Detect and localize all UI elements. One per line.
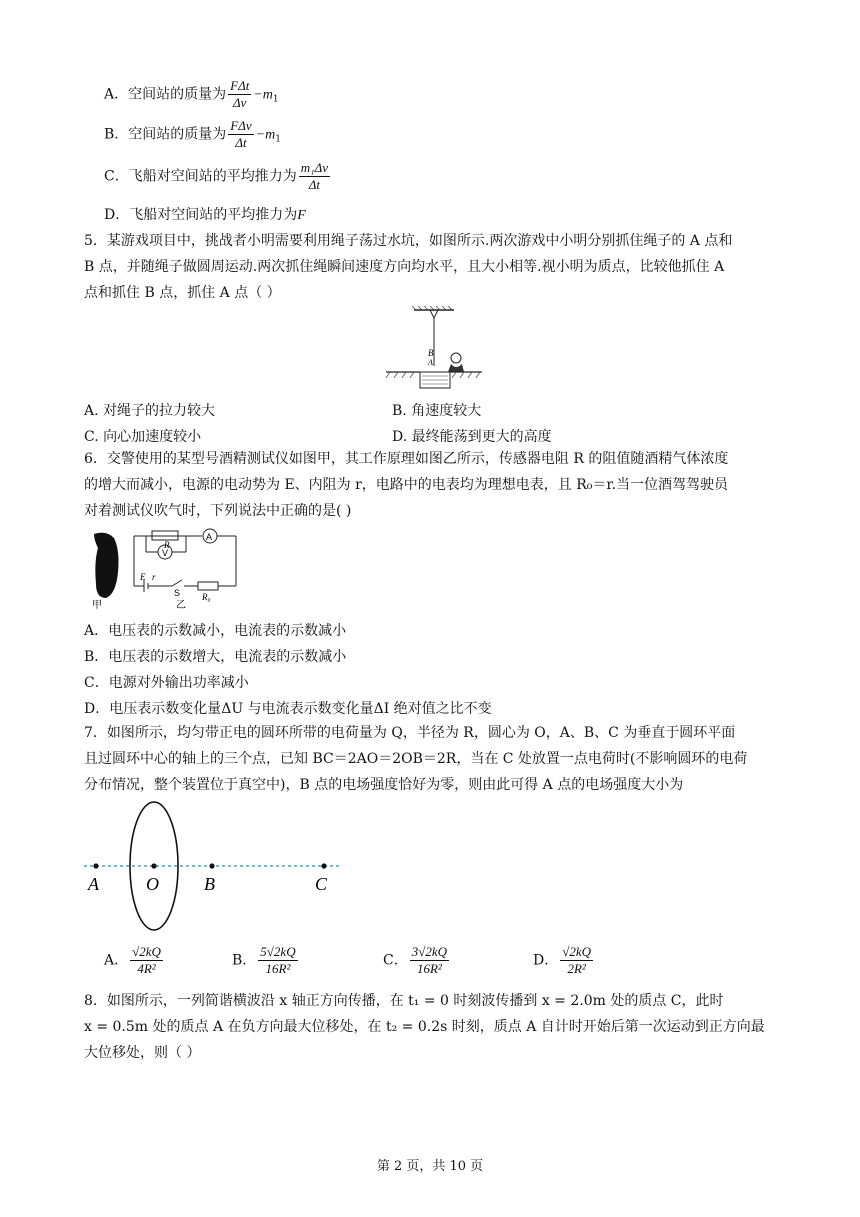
q7-option-d: D． $\frac{√2kQ}{\text{2R²}}$ xyxy=(533,944,592,976)
rope-point-b: B xyxy=(428,348,434,358)
voltmeter-label: V xyxy=(162,548,169,558)
point-b-label: B xyxy=(204,874,215,894)
q7-stem: 7．如图所示，均匀带正电的圆环所带的电荷量为 Q，半径为 R，圆心为 O，A、B、C 为垂直于圆环平面 且过圆环中心的轴上的三个点，已知 BC＝2AO＝2OB＝2R，当在 C 处放置一点电荷时(不影响圆环的电荷 分布情况，整个装置位于真空中)，B 点的电场强度恰好为零，则由此可得 A 点的电场强度大小为 xyxy=(84,725,748,793)
r0-label: R₀ xyxy=(202,592,211,602)
q4-option-c: C．飞船对空间站的平均推力为 $\frac{\text{m₁Δv}}{\Delta t}$ xyxy=(104,160,329,192)
ammeter-label: A xyxy=(206,532,213,542)
q7-option-b: B． $\frac{5√2kQ}{\text{16R²}}$ xyxy=(232,944,296,976)
q5-option-a: A. 对绳子的拉力较大 xyxy=(84,403,216,419)
q6-option-b: B．电压表的示数增大，电流表的示数减小 xyxy=(84,649,347,665)
q5-stem: 5．某游戏项目中，挑战者小明需要利用绳子荡过水坑，如图所示.两次游戏中小明分别抓住绳子的 A 点和 B 点，并随绳子做圆周运动.两次抓住绳瞬间速度方向均水平，且大小相等.视小明为质点，比较他抓住 A 点和抓住 B 点，抓住 A 点（ ） xyxy=(84,233,733,301)
q6-figure xyxy=(84,528,244,612)
q6-option-d: D．电压表示数变化量ΔU 与电流表示数变化量ΔI 绝对值之比不变 xyxy=(84,701,492,717)
rope-point-a: A xyxy=(428,358,433,367)
resistor-r-label: R xyxy=(164,540,170,550)
page-footer: 第 2 页，共 10 页 xyxy=(376,1159,484,1174)
q4-option-a: A．空间站的质量为 $\frac{\text{FΔt}}{\Delta v}$ $-m_1$ xyxy=(104,78,279,110)
point-a-label: A xyxy=(88,874,99,894)
internal-r-label: r xyxy=(152,572,156,582)
q7-option-a: A． $\frac{√2kQ}{\text{4R²}}$ xyxy=(104,944,161,976)
q4-option-d: D．飞船对空间站的平均推力为F xyxy=(104,207,306,223)
q8-stem: 8．如图所示，一列简谐横波沿 x 轴正方向传播，在 t₁ = 0 时刻波传播到 x = 2.0m 处的质点 C，此时 x = 0.5m 处的质点 A 在负方向最大位移处，在 t₂ = 0.2s 时刻，质点 A 自计时开始后第一次运动到正方向最 大位移处，则（ ） xyxy=(84,993,765,1061)
q6-option-a: A．电压表的示数减小，电流表的示数减小 xyxy=(84,623,347,639)
q5-option-c: C. 向心加速度较小 xyxy=(84,429,202,445)
point-c-label: C xyxy=(315,874,328,894)
q5-option-b: B. 角速度较大 xyxy=(392,403,482,419)
q5-option-d: D. 最终能荡到更大的高度 xyxy=(392,429,552,445)
q7-option-c: C． $\frac{3√2kQ}{\text{16R²}}$ xyxy=(383,944,448,976)
emf-label: E xyxy=(140,572,146,582)
point-o-label: O xyxy=(146,874,159,894)
q4-option-b: B．空间站的质量为 $\frac{\text{FΔv}}{\Delta t}$ $-m_1$ xyxy=(104,118,281,150)
q6-stem: 6．交警使用的某型号酒精测试仪如图甲，其工作原理如图乙所示，传感器电阻 R 的阻值随酒精气体浓度 的增大而减小，电源的电动势为 E、内阻为 r，电路中的电表均为理想电表，且 R₀＝r.当一位酒驾驾驶员 对着测试仪吹气时，下列说法中正确的是( ) xyxy=(84,451,729,519)
q7-figure xyxy=(84,800,348,936)
switch-label: S xyxy=(174,588,181,598)
q6-option-c: C．电源对外输出功率减小 xyxy=(84,675,249,691)
label-jia: 甲 xyxy=(92,600,102,611)
label-yi: 乙 xyxy=(176,600,186,611)
q5-figure xyxy=(384,306,484,390)
